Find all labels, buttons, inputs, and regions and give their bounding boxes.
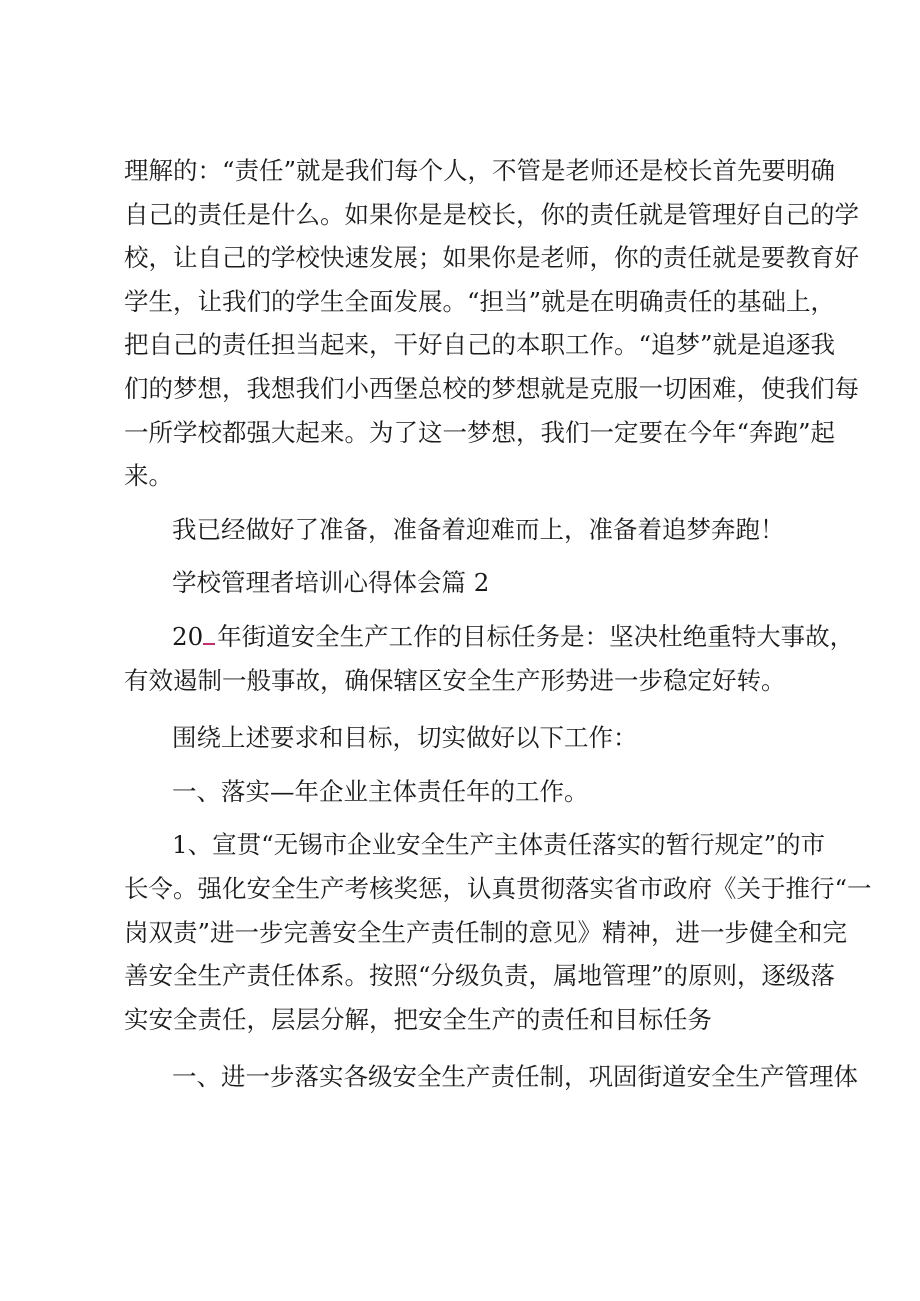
text-line: 1、宣贯“无锡市企业安全生产主体责任落实的暂行规定”的市 <box>172 830 826 860</box>
paragraph-item-1 <box>124 823 872 1041</box>
text-line: 岗双责”进一步完善安全生产责任制的意见》精神，进一步健全和完 <box>124 917 848 947</box>
year-prefix: 20 <box>172 621 204 651</box>
paragraph-intro: 围绕上述要求和目标，切实做好以下工作： <box>172 723 638 753</box>
document-page <box>124 149 872 1099</box>
text-line: 实安全责任，层层分解，把安全生产的责任和目标任务 <box>124 1004 712 1034</box>
text-line: 善安全生产责任体系。按照“分级负责，属地管理”的原则，逐级落 <box>124 961 836 991</box>
text-line: 长令。强化安全生产考核奖惩，认真贯彻落实省市政府《关于推行“一 <box>124 873 872 903</box>
text-line: 一所学校都强大起来。为了这一梦想，我们一定要在今年“奔跑”起 <box>124 417 836 447</box>
text-line: 校，让自己的学校快速发展；如果你是老师，你的责任就是要教育好 <box>124 243 859 273</box>
text-line: 们的梦想，我想我们小西堡总校的梦想就是克服一切困难，使我们每 <box>124 373 859 403</box>
text-line-rest: 年街道安全生产工作的目标任务是：坚决杜绝重特大事故， <box>217 621 855 651</box>
text-line: 自己的责任是什么。如果你是是校长，你的责任就是管理好自己的学 <box>124 199 859 229</box>
paragraph-ready: 我已经做好了准备，准备着迎难而上，准备着追梦奔跑！ <box>172 514 785 544</box>
paragraph-responsibility <box>124 149 859 498</box>
blank-underline <box>203 621 215 645</box>
text-line: 学生，让我们的学生全面发展。“担当”就是在明确责任的基础上， <box>124 286 836 316</box>
paragraph-item-one-b: 一、进一步落实各级安全生产责任制，巩固街道安全生产管理体 <box>172 1062 858 1092</box>
text-line: 把自己的责任担当起来，干好自己的本职工作。“追梦”就是追逐我 <box>124 330 836 360</box>
text-line <box>124 615 855 659</box>
text-line: 来。 <box>124 461 173 491</box>
paragraph-item-one: 一、落实—年企业主体责任年的工作。 <box>172 776 589 806</box>
text-line: 理解的：“责任”就是我们每个人，不管是老师还是校长首先要明确 <box>124 156 836 185</box>
text-line: 有效遏制一般事故，确保辖区安全生产形势进一步稳定好转。 <box>124 665 786 695</box>
section-heading: 学校管理者培训心得体会篇 2 <box>172 568 490 598</box>
paragraph-goals <box>124 615 855 702</box>
